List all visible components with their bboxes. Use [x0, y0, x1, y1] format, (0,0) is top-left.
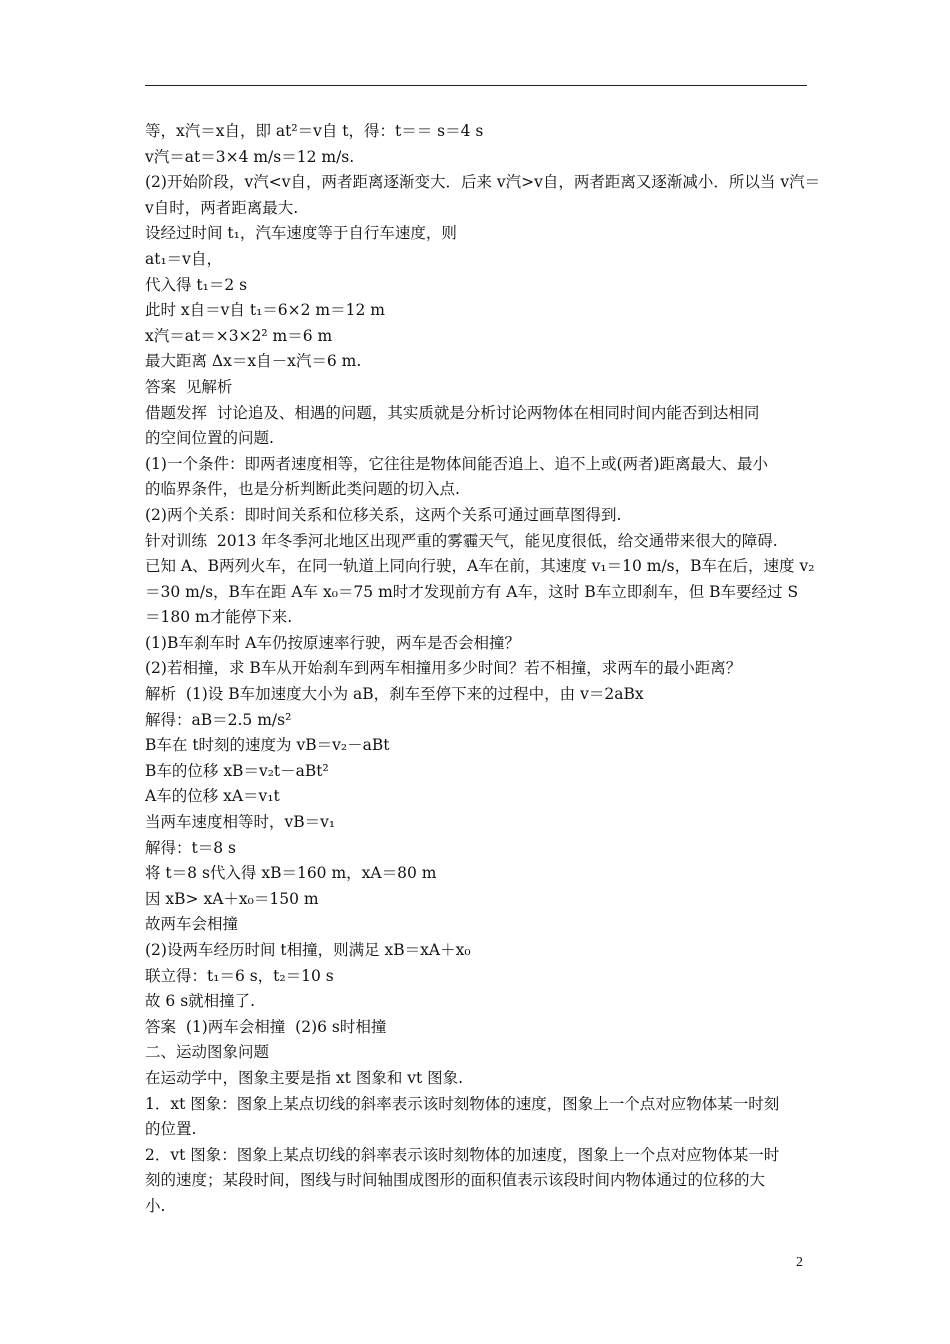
- text-line: 故 6 s就相撞了.: [145, 992, 256, 1011]
- text-line: 针对训练 2013 年冬季河北地区出现严重的雾霾天气，能见度很低，给交通带来很大的障碍.: [145, 531, 778, 550]
- text-line: 此时 x自＝v自 t₁＝6×2 m＝12 m: [145, 301, 385, 320]
- text-line: (2)若相撞，求 B车从开始刹车到两车相撞用多少时间？若不相撞，求两车的最小距离？: [145, 659, 742, 678]
- text-line: ＝180 m才能停下来.: [145, 608, 293, 627]
- text-line: 已知 A、B两列火车，在同一轨道上同向行驶，A车在前，其速度 v₁＝10 m/s，B车在后，速度 v₂: [145, 557, 815, 576]
- text-line: 因 xB> xA＋x₀＝150 m: [145, 889, 319, 908]
- text-line: 解得：t＝8 s: [145, 838, 236, 857]
- text-line: B车的位移 xB＝v₂t－aBt²: [145, 761, 329, 780]
- text-line: 将 t＝8 s代入得 xB＝160 m，xA＝80 m: [145, 864, 437, 883]
- text-line: 的临界条件，也是分析判断此类问题的切入点.: [145, 480, 460, 499]
- text-line: B车在 t时刻的速度为 vB＝v₂－aBt: [145, 736, 390, 755]
- text-line: 答案 (1)两车会相撞 (2)6 s时相撞: [145, 1017, 387, 1036]
- text-line: 解得：aB＝2.5 m/s²: [145, 710, 292, 729]
- text-line: 解析 (1)设 B车加速度大小为 aB，刹车至停下来的过程中，由 v＝2aBx: [145, 685, 644, 704]
- text-line: x汽＝at＝×3×2² m＝6 m: [145, 326, 333, 345]
- document-body: [145, 119, 821, 1220]
- text-line: (1)一个条件：即两者速度相等，它往往是物体间能否追上、追不上或(两者)距离最大、最小: [145, 454, 769, 473]
- text-line: (2)两个关系：即时间关系和位移关系，这两个关系可通过画草图得到.: [145, 505, 622, 524]
- page-number: 2: [796, 1255, 803, 1270]
- text-line: 代入得 t₁＝2 s: [145, 275, 248, 294]
- text-line: 设经过时间 t₁，汽车速度等于自行车速度，则: [145, 224, 457, 243]
- text-line: 1．xt 图象：图象上某点切线的斜率表示该时刻物体的速度，图象上一个点对应物体某一时刻: [145, 1094, 780, 1113]
- text-line: 等，x汽＝x自，即 at²＝v自 t，得：t＝＝ s＝4 s: [145, 122, 484, 140]
- header-rule: [145, 85, 807, 86]
- text-line: 刻的速度；某段时间，图线与时间轴围成图形的面积值表示该段时间内物体通过的位移的大: [145, 1171, 766, 1190]
- text-line: 在运动学中，图象主要是指 xt 图象和 vt 图象.: [145, 1068, 464, 1087]
- text-line: 最大距离 Δx＝x自－x汽＝6 m.: [145, 352, 362, 371]
- text-line: 故两车会相撞: [145, 915, 239, 934]
- text-line: 的空间位置的问题.: [145, 429, 274, 448]
- text-line: 联立得：t₁＝6 s，t₂＝10 s: [145, 966, 334, 985]
- text-line: (1)B车刹车时 A车仍按原速率行驶，两车是否会相撞？: [145, 633, 520, 652]
- text-line: v自时，两者距离最大.: [145, 198, 299, 217]
- text-line: 2．vt 图象：图象上某点切线的斜率表示该时刻物体的加速度，图象上一个点对应物体某一时: [145, 1145, 780, 1164]
- text-line: 的位置.: [145, 1120, 197, 1139]
- text-line: (2)设两车经历时间 t相撞，则满足 xB＝xA＋x₀: [145, 941, 471, 959]
- text-line: (2)开始阶段，v汽<v自，两者距离逐渐变大．后来 v汽>v自，两者距离又逐渐减小．所以当 v汽＝: [145, 173, 821, 192]
- text-line: 答案 见解析: [145, 377, 233, 396]
- text-line: 二、运动图象问题: [145, 1043, 270, 1062]
- text-line: 小.: [145, 1196, 166, 1215]
- text-line: ＝30 m/s，B车在距 A车 x₀＝75 m时才发现前方有 A车，这时 B车立即刹车，但 B车要经过 S: [145, 582, 799, 601]
- text-line: A车的位移 xA＝v₁t: [145, 787, 280, 806]
- text-line: 借题发挥 讨论追及、相遇的问题，其实质就是分析讨论两物体在相同时间内能否到达相同: [145, 403, 760, 422]
- text-line: v汽＝at＝3×4 m/s＝12 m/s.: [145, 147, 355, 166]
- text-line: at₁＝v自，: [145, 249, 222, 268]
- text-line: 当两车速度相等时，vB＝v₁: [145, 813, 336, 832]
